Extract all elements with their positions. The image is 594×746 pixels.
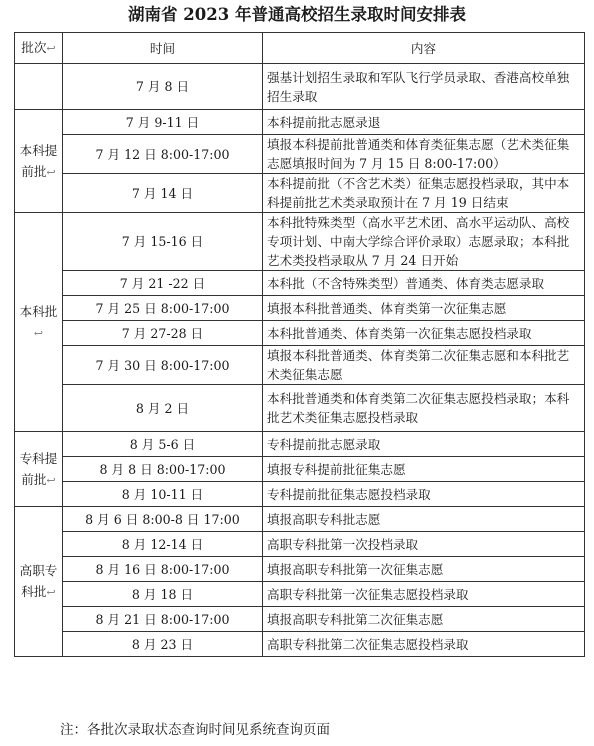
batch-label: 专科提前批 — [19, 450, 58, 487]
table-row — [15, 457, 585, 482]
content-cell: 本科批特殊类型（高水平艺术团、高水平运动队、高校专项计划、中南大学综合评价录取）志愿录取；本科批艺术类投档录取从 7 月 24 日开始 — [263, 213, 585, 271]
header-row — [15, 33, 585, 64]
time-cell: 7 月 25 日 8:00-17:00 — [63, 296, 263, 321]
table-row — [15, 432, 585, 457]
batch-label: 本科提前批 — [19, 142, 58, 179]
content-cell: 本科提前批志愿录退 — [263, 110, 585, 135]
batch-cell — [15, 64, 63, 110]
content-cell: 强基计划招生录取和军队飞行学员录取、香港高校单独招生录取 — [263, 64, 585, 110]
footnote: 注：各批次录取状态查询时间见系统查询页面 — [60, 722, 330, 738]
content-cell: 填报高职专科批志愿 — [263, 507, 585, 532]
header-time: 时间 — [63, 33, 263, 64]
table-row — [15, 64, 585, 110]
time-cell: 7 月 14 日 — [63, 174, 263, 213]
time-cell: 8 月 10-11 日 — [63, 482, 263, 507]
header-batch-label: 批次 — [21, 40, 47, 55]
time-cell: 7 月 9-11 日 — [63, 110, 263, 135]
time-cell: 7 月 15-16 日 — [63, 213, 263, 271]
content-cell: 高职专科批第一次投档录取 — [263, 532, 585, 557]
content-cell: 本科批普通类和体育类第二次征集志愿投档录取；本科批艺术类征集志愿投档录取 — [263, 385, 585, 432]
table-row — [15, 296, 585, 321]
content-cell: 填报专科提前批征集志愿 — [263, 457, 585, 482]
content-cell: 填报本科提前批普通类和体育类征集志愿（艺术类征集志愿填报时间为 7 月 15 日 8:00-17:00） — [263, 135, 585, 174]
time-cell: 8 月 8 日 8:00-17:00 — [63, 457, 263, 482]
content-cell: 填报本科批普通类、体育类第二次征集志愿和本科批艺术类征集志愿 — [263, 346, 585, 385]
table-row — [15, 632, 585, 657]
paragraph-mark: ↩ — [46, 473, 56, 487]
batch-label: 本科批 — [19, 303, 58, 319]
table-row — [15, 582, 585, 607]
table-row — [15, 385, 585, 432]
time-cell: 7 月 30 日 8:00-17:00 — [63, 346, 263, 385]
table-row — [15, 507, 585, 532]
table-row — [15, 346, 585, 385]
time-cell: 7 月 12 日 8:00-17:00 — [63, 135, 263, 174]
table-row — [15, 174, 585, 213]
table-row — [15, 135, 585, 174]
paragraph-mark: ↩ — [46, 165, 56, 179]
content-cell: 专科提前批征集志愿投档录取 — [263, 482, 585, 507]
content-cell: 高职专科批第二次征集志愿投档录取 — [263, 632, 585, 657]
content-cell: 填报高职专科批第一次征集志愿 — [263, 557, 585, 582]
table-row — [15, 557, 585, 582]
header-batch — [15, 33, 63, 64]
paragraph-mark: ↩ — [33, 326, 44, 340]
content-cell: 本科批（不含特殊类型）普通类、体育类志愿录取 — [263, 271, 585, 296]
time-cell: 7 月 8 日 — [63, 64, 263, 110]
table-row — [15, 110, 585, 135]
content-cell: 高职专科批第一次征集志愿投档录取 — [263, 582, 585, 607]
time-cell: 8 月 18 日 — [63, 582, 263, 607]
table-row — [15, 607, 585, 632]
batch-cell — [15, 507, 63, 657]
batch-cell — [15, 213, 63, 432]
time-cell: 8 月 5-6 日 — [63, 432, 263, 457]
table-row — [15, 321, 585, 346]
content-cell: 填报本科批普通类、体育类第一次征集志愿 — [263, 296, 585, 321]
content-cell: 本科提前批（不含艺术类）征集志愿投档录取，其中本科提前批艺术类录取预计在 7 月 19 日结束 — [263, 174, 585, 213]
page-title: 湖南省 2023 年普通高校招生录取时间安排表 — [128, 5, 466, 24]
time-cell: 7 月 21 -22 日 — [63, 271, 263, 296]
batch-cell — [15, 110, 63, 213]
time-cell: 8 月 12-14 日 — [63, 532, 263, 557]
content-cell: 填报高职专科批第二次征集志愿 — [263, 607, 585, 632]
time-cell: 8 月 21 日 8:00-17:00 — [63, 607, 263, 632]
table-row — [15, 213, 585, 271]
content-cell: 本科批普通类、体育类第一次征集志愿投档录取 — [263, 321, 585, 346]
time-cell: 8 月 23 日 — [63, 632, 263, 657]
paragraph-mark: ↩ — [46, 586, 56, 599]
time-cell: 8 月 6 日 8:00-8 日 17:00 — [63, 507, 263, 532]
time-cell: 8 月 2 日 — [63, 385, 263, 432]
header-content: 内容 — [263, 33, 585, 64]
schedule-table — [14, 32, 585, 657]
paragraph-mark: ↩ — [46, 42, 56, 55]
table-row — [15, 271, 585, 296]
content-cell: 专科提前批志愿录取 — [263, 432, 585, 457]
table-row — [15, 532, 585, 557]
batch-label: 高职专科批 — [19, 563, 58, 599]
time-cell: 7 月 27-28 日 — [63, 321, 263, 346]
table-row — [15, 482, 585, 507]
time-cell: 8 月 16 日 8:00-17:00 — [63, 557, 263, 582]
batch-cell — [15, 432, 63, 507]
